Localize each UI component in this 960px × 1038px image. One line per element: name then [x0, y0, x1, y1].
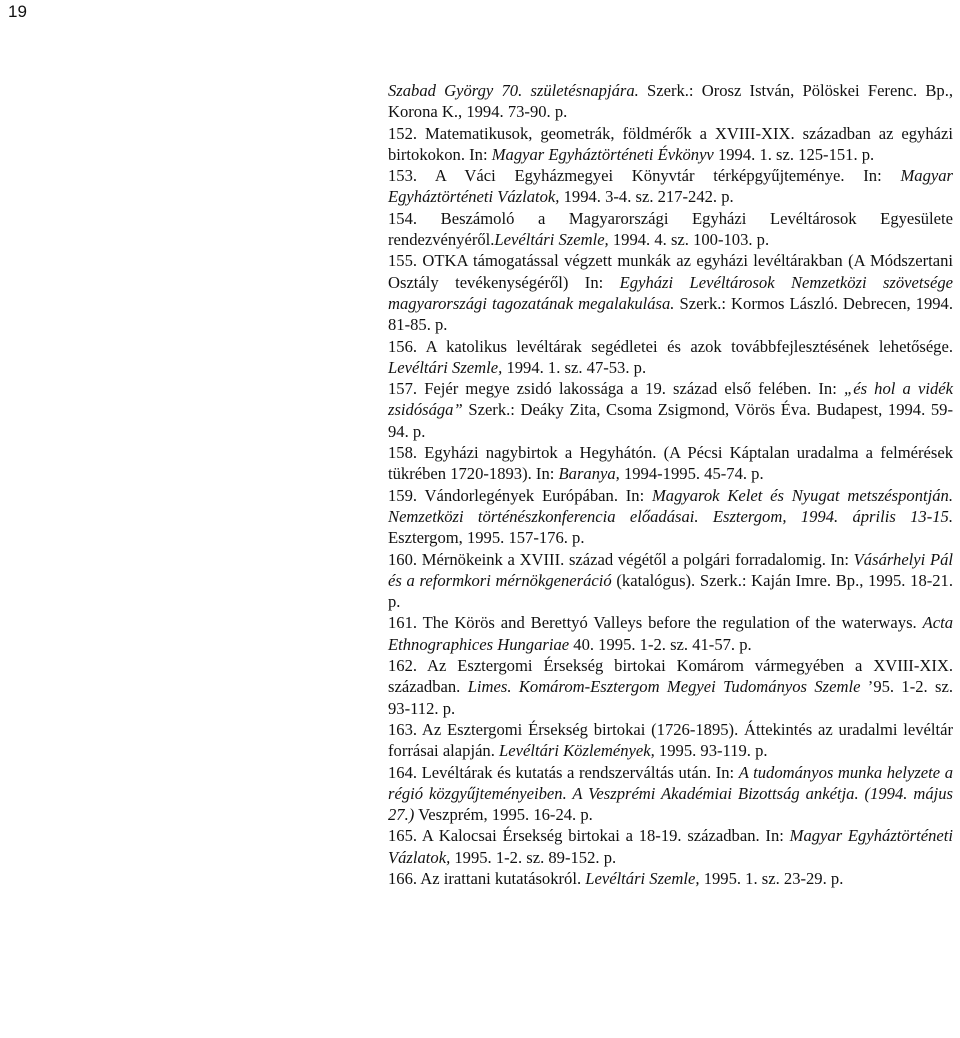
- entry-number: 164.: [388, 762, 418, 782]
- entry-text: ’95. 1-2. sz. 93-112. p.: [388, 677, 953, 718]
- bibliography-entry: [388, 612, 953, 655]
- bibliography-entry: [388, 442, 953, 485]
- bibliography-entry: [388, 378, 953, 442]
- bibliography-entry: [388, 655, 953, 719]
- entry-text: A katolikus levéltárak segédletei és azok továbbfejlesztésének lehetősége.: [417, 336, 953, 356]
- bibliography-entry: [388, 868, 953, 889]
- entry-number: 161.: [388, 613, 418, 633]
- entry-text: Vándorlegények Európában. In:: [417, 485, 652, 505]
- entry-number: 159.: [388, 485, 418, 505]
- entry-title-italic: Limes. Komárom-Esztergom Megyei Tudományos Szemle: [467, 677, 861, 697]
- entry-title-italic: Levéltári Szemle,: [494, 230, 609, 250]
- entry-text: Beszámoló a Magyarországi Egyházi Levéltárosok Egyesülete rendezvényéről.: [388, 208, 953, 250]
- entry-title-italic: Levéltári Szemle,: [388, 357, 503, 377]
- entry-text: 1994-1995. 45-74. p.: [619, 464, 764, 484]
- entry-number: 154.: [388, 208, 418, 228]
- entry-number: 165.: [388, 826, 418, 846]
- entry-number: 160.: [388, 549, 418, 569]
- entry-text: Fejér megye zsidó lakossága a 19. század első felében. In:: [417, 379, 844, 399]
- entry-text: 1994. 3-4. sz. 217-242. p.: [559, 187, 734, 207]
- entry-number: 163.: [388, 719, 418, 739]
- entry-number: 158.: [388, 443, 418, 463]
- bibliography-entry: [388, 336, 953, 379]
- bibliography-entry: [388, 123, 953, 166]
- entry-text: 1994. 4. sz. 100-103. p.: [608, 230, 770, 250]
- entry-number: 152.: [388, 123, 418, 143]
- entry-text: Matematikusok, geometrák, földmérők a XVIII-XIX. században az egyházi birtokokon. In:: [388, 123, 953, 164]
- entry-title-italic: Levéltári Közlemények,: [499, 741, 655, 761]
- entry-title-italic: Levéltári Szemle,: [585, 868, 700, 888]
- bibliography-entry: [388, 719, 953, 762]
- entry-title-italic: Magyar Egyháztörténeti Évkönyv: [491, 144, 714, 164]
- bibliography-entry: [388, 825, 953, 868]
- entry-number: 166.: [388, 868, 418, 888]
- entry-text: Mérnökeink a XVIII. század végétől a polgári forradalomig. In:: [417, 549, 854, 569]
- entry-text: Az Esztergomi Érsekség birtokai Komárom vármegyében a XVIII-XIX. században.: [388, 656, 953, 697]
- entry-text: 1994. 1. sz. 125-151. p.: [713, 144, 875, 164]
- entry-text: The Körös and Berettyó Valleys before the regulation of the waterways.: [417, 613, 923, 633]
- bibliography-entry: [388, 165, 953, 208]
- bibliography-list: [388, 80, 953, 889]
- entry-number: 155.: [388, 251, 418, 271]
- entry-title-italic: „és hol a vidék zsidósága”: [388, 379, 953, 420]
- entry-text: 1995. 1. sz. 23-29. p.: [699, 868, 844, 888]
- entry-text: A Kalocsai Érsekség birtokai a 18-19. században. In:: [417, 826, 790, 846]
- entry-text: Az Esztergomi Érsekség birtokai (1726-1895). Áttekintés az uradalmi levéltár forrásai alapján.: [388, 719, 953, 761]
- entry-number: 162.: [388, 656, 418, 676]
- bibliography-entry: [388, 549, 953, 613]
- page-number: 19: [8, 2, 27, 21]
- entry-title-italic: Magyar Egyháztörténeti Vázlatok,: [388, 826, 953, 867]
- entry-text: Levéltárak és kutatás a rendszerváltás után. In:: [417, 762, 739, 782]
- entry-title-italic: Acta Ethnographices Hungariae: [388, 613, 953, 654]
- entry-text: Szerk.: Orosz István, Pölöskei Ferenc. Bp., Korona K., 1994. 73-90. p.: [388, 81, 953, 122]
- bibliography-entry: [388, 80, 953, 123]
- entry-text: 1995. 1-2. sz. 89-152. p.: [450, 847, 617, 867]
- entry-title-italic: Baranya,: [558, 464, 620, 484]
- entry-number: 153.: [388, 166, 418, 186]
- entry-text: 40. 1995. 1-2. sz. 41-57. p.: [569, 634, 752, 654]
- bibliography-entry: [388, 208, 953, 251]
- entry-text: (katalógus). Szerk.: Kaján Imre. Bp., 1995. 18-21. p.: [388, 570, 954, 612]
- entry-text: 1995. 93-119. p.: [654, 741, 768, 761]
- entry-text: Egyházi nagybirtok a Hegyhátón. (A Pécsi Káptalan uradalma a felmérések tükrében 1720-1893). In:: [388, 443, 953, 484]
- entry-text: Veszprém, 1995. 16-24. p.: [414, 805, 593, 825]
- entry-number: 157.: [388, 379, 418, 399]
- bibliography-entry: [388, 485, 953, 549]
- entry-text: Az irattani kutatásokról.: [417, 868, 586, 888]
- entry-number: 156.: [388, 336, 418, 356]
- entry-text: Szerk.: Deáky Zita, Csoma Zsigmond, Vörös Éva. Budapest, 1994. 59-94. p.: [388, 400, 953, 441]
- entry-text: OTKA támogatással végzett munkák az egyházi levéltárakban (A Módszertani Osztály tevékenységéről) In:: [388, 251, 953, 292]
- entry-title-italic: Egyházi Levéltárosok Nemzetközi szövetsége magyarországi tagozatának megalakulása.: [388, 272, 953, 313]
- entry-text: Esztergom, 1995. 157-176. p.: [388, 528, 585, 548]
- entry-text: A Váci Egyházmegyei Könyvtár térképgyűjteménye. In:: [417, 166, 901, 186]
- entry-title-italic: A tudományos munka helyzete a régió közgyűjteményeiben. A Veszprémi Akadémiai Bizottság ankétja. (1994. május 27.): [388, 762, 953, 825]
- entry-title-italic: Magyarok Kelet és Nyugat metszéspontján. Nemzetközi történészkonferencia előadásai. Esztergom, 1994. április 13-15.: [388, 485, 953, 526]
- entry-text: 1994. 1. sz. 47-53. p.: [502, 357, 647, 377]
- bibliography-entry: [388, 762, 953, 826]
- entry-title-italic: Vásárhelyi Pál és a reformkori mérnökgeneráció: [388, 549, 953, 590]
- entry-title-italic: Magyar Egyháztörténeti Vázlatok,: [388, 166, 953, 207]
- entry-text: Szerk.: Kormos László. Debrecen, 1994. 81-85. p.: [388, 293, 953, 335]
- bibliography-entry: [388, 250, 953, 335]
- entry-title-italic: Szabad György 70. születésnapjára.: [388, 81, 639, 100]
